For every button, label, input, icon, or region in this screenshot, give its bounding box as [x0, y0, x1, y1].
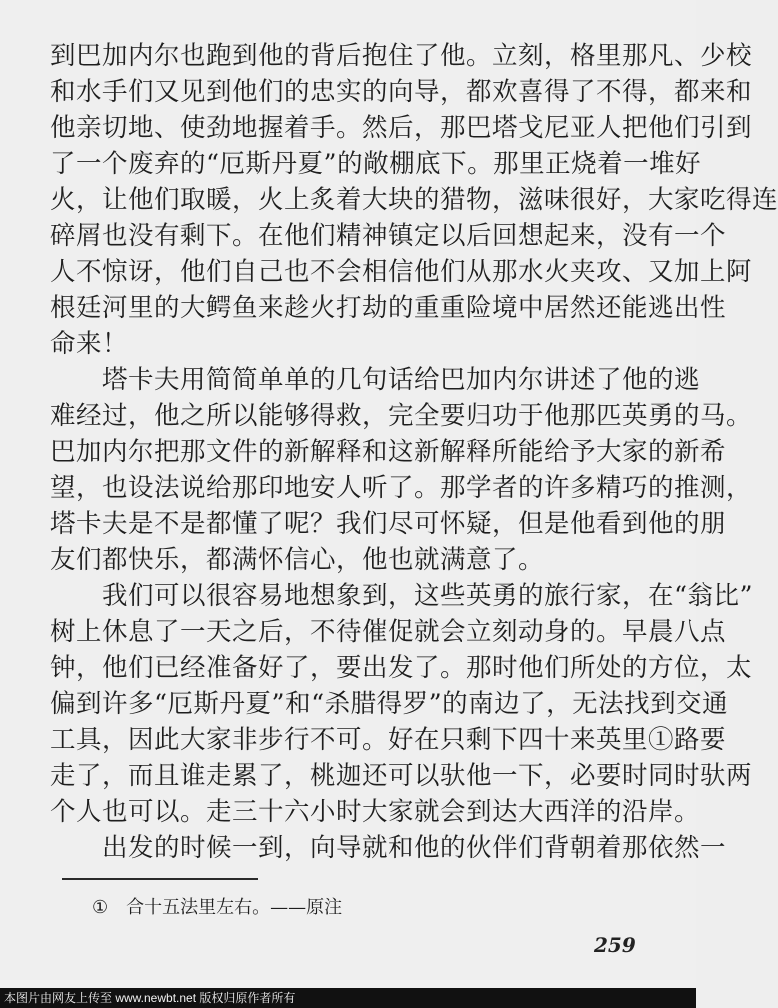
text-line: 出发的时候一到，向导就和他的伙伴们背朝着那依然一	[50, 833, 727, 863]
text-line: 碎屑也没有剩下。在他们精神镇定以后回想起来，没有一个	[50, 221, 727, 251]
text-line: 人不惊讶，他们自己也不会相信他们从那水火夹攻、又加上阿	[50, 257, 753, 287]
text-line: 了一个废弃的“厄斯丹夏”的敞棚底下。那里正烧着一堆好	[50, 149, 702, 179]
text-line: 走了，而且谁走累了，桃迦还可以驮他一下，必要时同时驮两	[50, 761, 753, 791]
text-line: 钟，他们已经准备好了，要出发了。那时他们所处的方位，太	[50, 653, 753, 683]
text-line: 工具，因此大家非步行不可。好在只剩下四十来英里①路要	[50, 725, 727, 755]
text-line: 塔卡夫是不是都懂了呢？我们尽可怀疑，但是他看到他的朋	[50, 509, 727, 539]
text-line: 塔卡夫用简简单单的几句话给巴加内尔讲述了他的逃	[50, 365, 701, 395]
watermark-bar: 本图片由网友上传至 www.newbt.net 版权归原作者所有	[0, 988, 696, 1008]
text-line: 火，让他们取暖，火上炙着大块的猎物，滋味很好，大家吃得连	[50, 185, 778, 215]
text-line: 到巴加内尔也跑到他的背后抱住了他。立刻，格里那凡、少校	[50, 41, 753, 71]
footnote-divider	[62, 878, 258, 880]
text-line: 树上休息了一天之后，不待催促就会立刻动身的。早晨八点	[50, 617, 727, 647]
text-line: 难经过，他之所以能够得救，完全要归功于他那匹英勇的马。	[50, 401, 753, 431]
footnote-text: 合十五法里左右。——原注	[126, 897, 343, 918]
footnote-mark: ①	[92, 897, 109, 918]
text-line: 根廷河里的大鳄鱼来趁火打劫的重重险境中居然还能逃出性	[50, 293, 727, 323]
text-line: 个人也可以。走三十六小时大家就会到达大西洋的沿岸。	[50, 797, 701, 827]
text-line: 他亲切地、使劲地握着手。然后，那巴塔戈尼亚人把他们引到	[50, 113, 753, 143]
text-line: 友们都快乐，都满怀信心，他也就满意了。	[50, 545, 545, 575]
text-line: 我们可以很容易地想象到，这些英勇的旅行家，在“翁比”	[50, 581, 754, 611]
text-line: 巴加内尔把那文件的新解释和这新解释所能给予大家的新希	[50, 437, 727, 467]
text-line: 命来！	[50, 329, 129, 359]
text-line: 偏到许多“厄斯丹夏”和“杀腊得罗”的南边了，无法找到交通	[50, 689, 729, 719]
text-line: 望，也设法说给那印地安人听了。那学者的许多精巧的推测，	[50, 473, 753, 503]
footnote	[92, 895, 342, 921]
page-number: 259	[594, 933, 636, 957]
text-line: 和水手们又见到他们的忠实的向导，都欢喜得了不得，都来和	[50, 77, 753, 107]
